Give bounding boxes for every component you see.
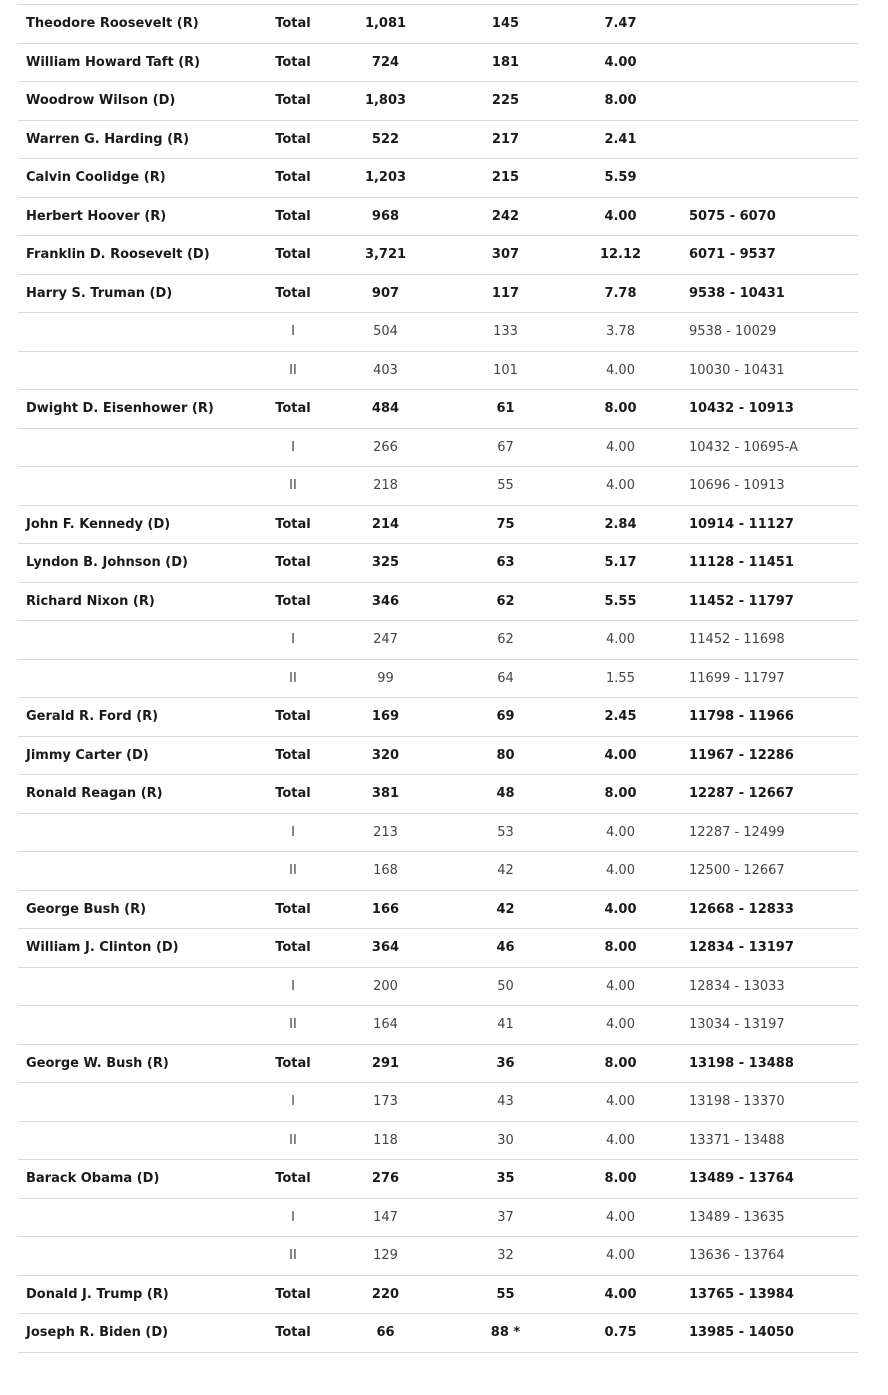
table-row bbox=[18, 198, 858, 237]
president-name-cell bbox=[26, 1006, 251, 1044]
orders-per-year-cell: 133 bbox=[493, 324, 518, 340]
table-row bbox=[18, 583, 858, 622]
president-name-cell bbox=[26, 852, 251, 890]
years-in-office-cell: 4.00 bbox=[604, 208, 637, 224]
term-cell: II bbox=[289, 1248, 297, 1264]
president-name-cell: Herbert Hoover (R) bbox=[26, 208, 167, 224]
orders-per-year-cell: 42 bbox=[497, 863, 514, 879]
orders-total-cell: 247 bbox=[373, 632, 398, 648]
order-number-range-cell: 12834 - 13197 bbox=[689, 940, 794, 956]
years-in-office-cell: 4.00 bbox=[604, 1286, 637, 1302]
president-name-cell: George W. Bush (R) bbox=[26, 1055, 169, 1071]
years-in-office-cell: 7.47 bbox=[604, 16, 637, 32]
orders-total-cell: 724 bbox=[371, 54, 400, 70]
order-number-range-cell: 6071 - 9537 bbox=[689, 247, 776, 263]
order-number-range-cell: 11699 - 11797 bbox=[689, 670, 785, 686]
term-cell: II bbox=[289, 478, 297, 494]
president-name-cell bbox=[26, 1199, 251, 1237]
term-cell: I bbox=[291, 439, 295, 455]
president-name-cell: John F. Kennedy (D) bbox=[26, 516, 171, 532]
order-number-range-cell bbox=[689, 44, 859, 82]
term-cell: Total bbox=[275, 131, 311, 147]
table-row bbox=[18, 929, 858, 968]
president-name-cell: Lyndon B. Johnson (D) bbox=[26, 555, 188, 571]
years-in-office-cell: 5.59 bbox=[604, 170, 637, 186]
order-number-range-cell: 5075 - 6070 bbox=[689, 208, 776, 224]
orders-per-year-cell: 80 bbox=[496, 747, 515, 763]
president-name-cell bbox=[26, 968, 251, 1006]
orders-per-year-cell: 307 bbox=[491, 247, 520, 263]
orders-per-year-cell: 225 bbox=[491, 93, 520, 109]
table-row bbox=[18, 814, 858, 853]
president-name-cell bbox=[26, 621, 251, 659]
years-in-office-cell: 3.78 bbox=[606, 324, 635, 340]
president-name-cell: Dwight D. Eisenhower (R) bbox=[26, 401, 214, 417]
years-in-office-cell: 4.00 bbox=[604, 901, 637, 917]
orders-per-year-cell: 37 bbox=[497, 1209, 514, 1225]
president-name-cell: Jimmy Carter (D) bbox=[26, 747, 149, 763]
order-number-range-cell: 10914 - 11127 bbox=[689, 516, 794, 532]
table-row bbox=[18, 621, 858, 660]
president-name-cell bbox=[26, 660, 251, 698]
president-name-cell: Gerald R. Ford (R) bbox=[26, 709, 159, 725]
orders-total-cell: 99 bbox=[377, 670, 394, 686]
orders-per-year-cell: 42 bbox=[496, 901, 515, 917]
term-cell: I bbox=[291, 978, 295, 994]
orders-total-cell: 266 bbox=[373, 439, 398, 455]
orders-per-year-cell: 61 bbox=[496, 401, 515, 417]
president-name-cell: William J. Clinton (D) bbox=[26, 940, 179, 956]
orders-per-year-cell: 62 bbox=[497, 632, 514, 648]
orders-total-cell: 66 bbox=[376, 1325, 395, 1341]
orders-total-cell: 325 bbox=[371, 555, 400, 571]
orders-per-year-cell: 41 bbox=[497, 1017, 514, 1033]
orders-total-cell: 200 bbox=[373, 978, 398, 994]
order-number-range-cell: 10696 - 10913 bbox=[689, 478, 785, 494]
term-cell: Total bbox=[275, 940, 311, 956]
order-number-range-cell: 9538 - 10431 bbox=[689, 285, 785, 301]
orders-per-year-cell: 217 bbox=[491, 131, 520, 147]
term-cell: Total bbox=[275, 93, 311, 109]
order-number-range-cell: 13489 - 13635 bbox=[689, 1209, 785, 1225]
orders-per-year-cell: 101 bbox=[493, 362, 518, 378]
order-number-range-cell bbox=[689, 159, 859, 197]
president-name-cell: Barack Obama (D) bbox=[26, 1171, 160, 1187]
orders-total-cell: 484 bbox=[371, 401, 400, 417]
president-name-cell bbox=[26, 352, 251, 390]
years-in-office-cell: 4.00 bbox=[606, 478, 635, 494]
order-number-range-cell: 10030 - 10431 bbox=[689, 362, 785, 378]
table-row bbox=[18, 236, 858, 275]
years-in-office-cell: 2.84 bbox=[604, 516, 637, 532]
term-cell: Total bbox=[275, 285, 311, 301]
orders-per-year-cell: 117 bbox=[491, 285, 520, 301]
term-cell: I bbox=[291, 1094, 295, 1110]
president-name-cell: Franklin D. Roosevelt (D) bbox=[26, 247, 210, 263]
president-name-cell bbox=[26, 1122, 251, 1160]
president-name-cell bbox=[26, 1237, 251, 1275]
order-number-range-cell: 13765 - 13984 bbox=[689, 1286, 794, 1302]
table-row bbox=[18, 159, 858, 198]
orders-per-year-cell: 55 bbox=[497, 478, 514, 494]
years-in-office-cell: 4.00 bbox=[606, 1094, 635, 1110]
order-number-range-cell: 11128 - 11451 bbox=[689, 555, 794, 571]
orders-total-cell: 968 bbox=[371, 208, 400, 224]
orders-total-cell: 164 bbox=[373, 1017, 398, 1033]
orders-total-cell: 381 bbox=[371, 786, 400, 802]
orders-total-cell: 907 bbox=[371, 285, 400, 301]
term-cell: Total bbox=[275, 16, 311, 32]
orders-total-cell: 214 bbox=[371, 516, 400, 532]
table-row bbox=[18, 275, 858, 314]
president-name-cell: Calvin Coolidge (R) bbox=[26, 170, 166, 186]
orders-per-year-cell: 242 bbox=[491, 208, 520, 224]
orders-per-year-cell: 145 bbox=[491, 16, 520, 32]
term-cell: Total bbox=[275, 247, 311, 263]
orders-per-year-cell: 62 bbox=[496, 593, 515, 609]
years-in-office-cell: 8.00 bbox=[604, 940, 637, 956]
order-number-range-cell: 13985 - 14050 bbox=[689, 1325, 794, 1341]
orders-per-year-cell: 88 * bbox=[490, 1325, 521, 1341]
years-in-office-cell: 4.00 bbox=[606, 978, 635, 994]
term-cell: Total bbox=[275, 516, 311, 532]
table-row bbox=[18, 44, 858, 83]
term-cell: Total bbox=[275, 709, 311, 725]
orders-total-cell: 1,203 bbox=[364, 170, 407, 186]
orders-per-year-cell: 30 bbox=[497, 1132, 514, 1148]
term-cell: Total bbox=[275, 54, 311, 70]
years-in-office-cell: 8.00 bbox=[604, 401, 637, 417]
term-cell: II bbox=[289, 1132, 297, 1148]
orders-per-year-cell: 215 bbox=[491, 170, 520, 186]
term-cell: Total bbox=[275, 1286, 311, 1302]
order-number-range-cell bbox=[689, 82, 859, 120]
orders-per-year-cell: 55 bbox=[496, 1286, 515, 1302]
table-row bbox=[18, 544, 858, 583]
orders-total-cell: 173 bbox=[373, 1094, 398, 1110]
orders-total-cell: 1,803 bbox=[364, 93, 407, 109]
years-in-office-cell: 4.00 bbox=[606, 1132, 635, 1148]
order-number-range-cell bbox=[689, 121, 859, 159]
years-in-office-cell: 2.45 bbox=[604, 709, 637, 725]
order-number-range-cell: 13034 - 13197 bbox=[689, 1017, 785, 1033]
term-cell: Total bbox=[275, 1055, 311, 1071]
orders-per-year-cell: 36 bbox=[496, 1055, 515, 1071]
table-row bbox=[18, 121, 858, 160]
years-in-office-cell: 4.00 bbox=[606, 1248, 635, 1264]
orders-total-cell: 147 bbox=[373, 1209, 398, 1225]
president-name-cell: Warren G. Harding (R) bbox=[26, 131, 190, 147]
order-number-range-cell: 11798 - 11966 bbox=[689, 709, 794, 725]
order-number-range-cell: 12287 - 12499 bbox=[689, 824, 785, 840]
orders-total-cell: 169 bbox=[371, 709, 400, 725]
years-in-office-cell: 12.12 bbox=[599, 247, 642, 263]
term-cell: Total bbox=[275, 747, 311, 763]
orders-total-cell: 129 bbox=[373, 1248, 398, 1264]
order-number-range-cell: 9538 - 10029 bbox=[689, 324, 777, 340]
orders-per-year-cell: 75 bbox=[496, 516, 515, 532]
table-row bbox=[18, 313, 858, 352]
term-cell: Total bbox=[275, 208, 311, 224]
table-row bbox=[18, 1083, 858, 1122]
term-cell: I bbox=[291, 824, 295, 840]
orders-total-cell: 276 bbox=[371, 1171, 400, 1187]
orders-per-year-cell: 48 bbox=[496, 786, 515, 802]
term-cell: II bbox=[289, 1017, 297, 1033]
years-in-office-cell: 8.00 bbox=[604, 1055, 637, 1071]
table-row bbox=[18, 698, 858, 737]
years-in-office-cell: 4.00 bbox=[606, 362, 635, 378]
president-name-cell bbox=[26, 313, 251, 351]
order-number-range-cell: 13198 - 13370 bbox=[689, 1094, 785, 1110]
years-in-office-cell: 7.78 bbox=[604, 285, 637, 301]
president-name-cell: Richard Nixon (R) bbox=[26, 593, 155, 609]
president-name-cell: Donald J. Trump (R) bbox=[26, 1286, 169, 1302]
years-in-office-cell: 2.41 bbox=[604, 131, 637, 147]
orders-total-cell: 364 bbox=[371, 940, 400, 956]
orders-total-cell: 522 bbox=[371, 131, 400, 147]
table-row bbox=[18, 968, 858, 1007]
order-number-range-cell: 11452 - 11797 bbox=[689, 593, 794, 609]
orders-per-year-cell: 64 bbox=[497, 670, 514, 686]
order-number-range-cell: 13636 - 13764 bbox=[689, 1248, 785, 1264]
table-row bbox=[18, 737, 858, 776]
president-name-cell bbox=[26, 467, 251, 505]
years-in-office-cell: 1.55 bbox=[606, 670, 635, 686]
orders-per-year-cell: 35 bbox=[496, 1171, 515, 1187]
table-row bbox=[18, 82, 858, 121]
table-row bbox=[18, 5, 858, 44]
term-cell: Total bbox=[275, 401, 311, 417]
orders-per-year-cell: 32 bbox=[497, 1248, 514, 1264]
orders-total-cell: 3,721 bbox=[364, 247, 407, 263]
orders-total-cell: 1,081 bbox=[364, 16, 407, 32]
term-cell: Total bbox=[275, 170, 311, 186]
table-row bbox=[18, 1122, 858, 1161]
years-in-office-cell: 8.00 bbox=[604, 1171, 637, 1187]
orders-per-year-cell: 53 bbox=[497, 824, 514, 840]
president-name-cell: William Howard Taft (R) bbox=[26, 54, 201, 70]
years-in-office-cell: 0.75 bbox=[604, 1325, 637, 1341]
term-cell: II bbox=[289, 670, 297, 686]
president-name-cell: Harry S. Truman (D) bbox=[26, 285, 173, 301]
order-number-range-cell: 10432 - 10913 bbox=[689, 401, 794, 417]
term-cell: Total bbox=[275, 786, 311, 802]
table-row bbox=[18, 1314, 858, 1353]
president-name-cell bbox=[26, 1083, 251, 1121]
president-name-cell: Woodrow Wilson (D) bbox=[26, 93, 176, 109]
table-row bbox=[18, 506, 858, 545]
orders-total-cell: 213 bbox=[373, 824, 398, 840]
term-cell: Total bbox=[275, 1171, 311, 1187]
order-number-range-cell: 12500 - 12667 bbox=[689, 863, 785, 879]
orders-total-cell: 346 bbox=[371, 593, 400, 609]
table-row bbox=[18, 1237, 858, 1276]
table-row bbox=[18, 1160, 858, 1199]
orders-total-cell: 220 bbox=[371, 1286, 400, 1302]
order-number-range-cell: 10432 - 10695-A bbox=[689, 439, 798, 455]
president-name-cell: Joseph R. Biden (D) bbox=[26, 1325, 169, 1341]
table-row bbox=[18, 1045, 858, 1084]
table-row bbox=[18, 852, 858, 891]
term-cell: II bbox=[289, 863, 297, 879]
orders-total-cell: 168 bbox=[373, 863, 398, 879]
orders-total-cell: 218 bbox=[373, 478, 398, 494]
president-name-cell: Ronald Reagan (R) bbox=[26, 786, 163, 802]
order-number-range-cell bbox=[689, 5, 859, 43]
years-in-office-cell: 4.00 bbox=[606, 863, 635, 879]
table-row bbox=[18, 467, 858, 506]
order-number-range-cell: 13489 - 13764 bbox=[689, 1171, 794, 1187]
orders-per-year-cell: 63 bbox=[496, 555, 515, 571]
table-row bbox=[18, 1199, 858, 1238]
years-in-office-cell: 4.00 bbox=[606, 1209, 635, 1225]
president-name-cell bbox=[26, 429, 251, 467]
years-in-office-cell: 4.00 bbox=[604, 747, 637, 763]
table-row bbox=[18, 1006, 858, 1045]
years-in-office-cell: 4.00 bbox=[606, 632, 635, 648]
table-row bbox=[18, 660, 858, 699]
years-in-office-cell: 4.00 bbox=[606, 439, 635, 455]
orders-total-cell: 166 bbox=[371, 901, 400, 917]
term-cell: Total bbox=[275, 555, 311, 571]
years-in-office-cell: 8.00 bbox=[604, 786, 637, 802]
years-in-office-cell: 5.55 bbox=[604, 593, 637, 609]
president-name-cell: Theodore Roosevelt (R) bbox=[26, 16, 199, 32]
table-row bbox=[18, 390, 858, 429]
orders-per-year-cell: 69 bbox=[496, 709, 515, 725]
term-cell: I bbox=[291, 632, 295, 648]
years-in-office-cell: 4.00 bbox=[606, 1017, 635, 1033]
president-name-cell: George Bush (R) bbox=[26, 901, 147, 917]
order-number-range-cell: 12834 - 13033 bbox=[689, 978, 785, 994]
table-row bbox=[18, 891, 858, 930]
years-in-office-cell: 8.00 bbox=[604, 93, 637, 109]
years-in-office-cell: 4.00 bbox=[604, 54, 637, 70]
president-name-cell bbox=[26, 814, 251, 852]
term-cell: Total bbox=[275, 1325, 311, 1341]
orders-total-cell: 504 bbox=[373, 324, 398, 340]
table-row bbox=[18, 775, 858, 814]
order-number-range-cell: 11967 - 12286 bbox=[689, 747, 794, 763]
years-in-office-cell: 5.17 bbox=[604, 555, 637, 571]
orders-per-year-cell: 67 bbox=[497, 439, 514, 455]
term-cell: Total bbox=[275, 593, 311, 609]
order-number-range-cell: 12668 - 12833 bbox=[689, 901, 794, 917]
orders-per-year-cell: 181 bbox=[491, 54, 520, 70]
term-cell: Total bbox=[275, 901, 311, 917]
orders-total-cell: 320 bbox=[371, 747, 400, 763]
order-number-range-cell: 12287 - 12667 bbox=[689, 786, 794, 802]
order-number-range-cell: 13198 - 13488 bbox=[689, 1055, 794, 1071]
orders-total-cell: 291 bbox=[371, 1055, 400, 1071]
orders-total-cell: 118 bbox=[373, 1132, 398, 1148]
orders-total-cell: 403 bbox=[373, 362, 398, 378]
years-in-office-cell: 4.00 bbox=[606, 824, 635, 840]
term-cell: I bbox=[291, 324, 295, 340]
orders-per-year-cell: 43 bbox=[497, 1094, 514, 1110]
executive-orders-table bbox=[18, 4, 858, 1353]
order-number-range-cell: 11452 - 11698 bbox=[689, 632, 785, 648]
table-row bbox=[18, 1276, 858, 1315]
table-row bbox=[18, 429, 858, 468]
orders-per-year-cell: 50 bbox=[497, 978, 514, 994]
term-cell: II bbox=[289, 362, 297, 378]
order-number-range-cell: 13371 - 13488 bbox=[689, 1132, 785, 1148]
table-row bbox=[18, 352, 858, 391]
term-cell: I bbox=[291, 1209, 295, 1225]
orders-per-year-cell: 46 bbox=[496, 940, 515, 956]
